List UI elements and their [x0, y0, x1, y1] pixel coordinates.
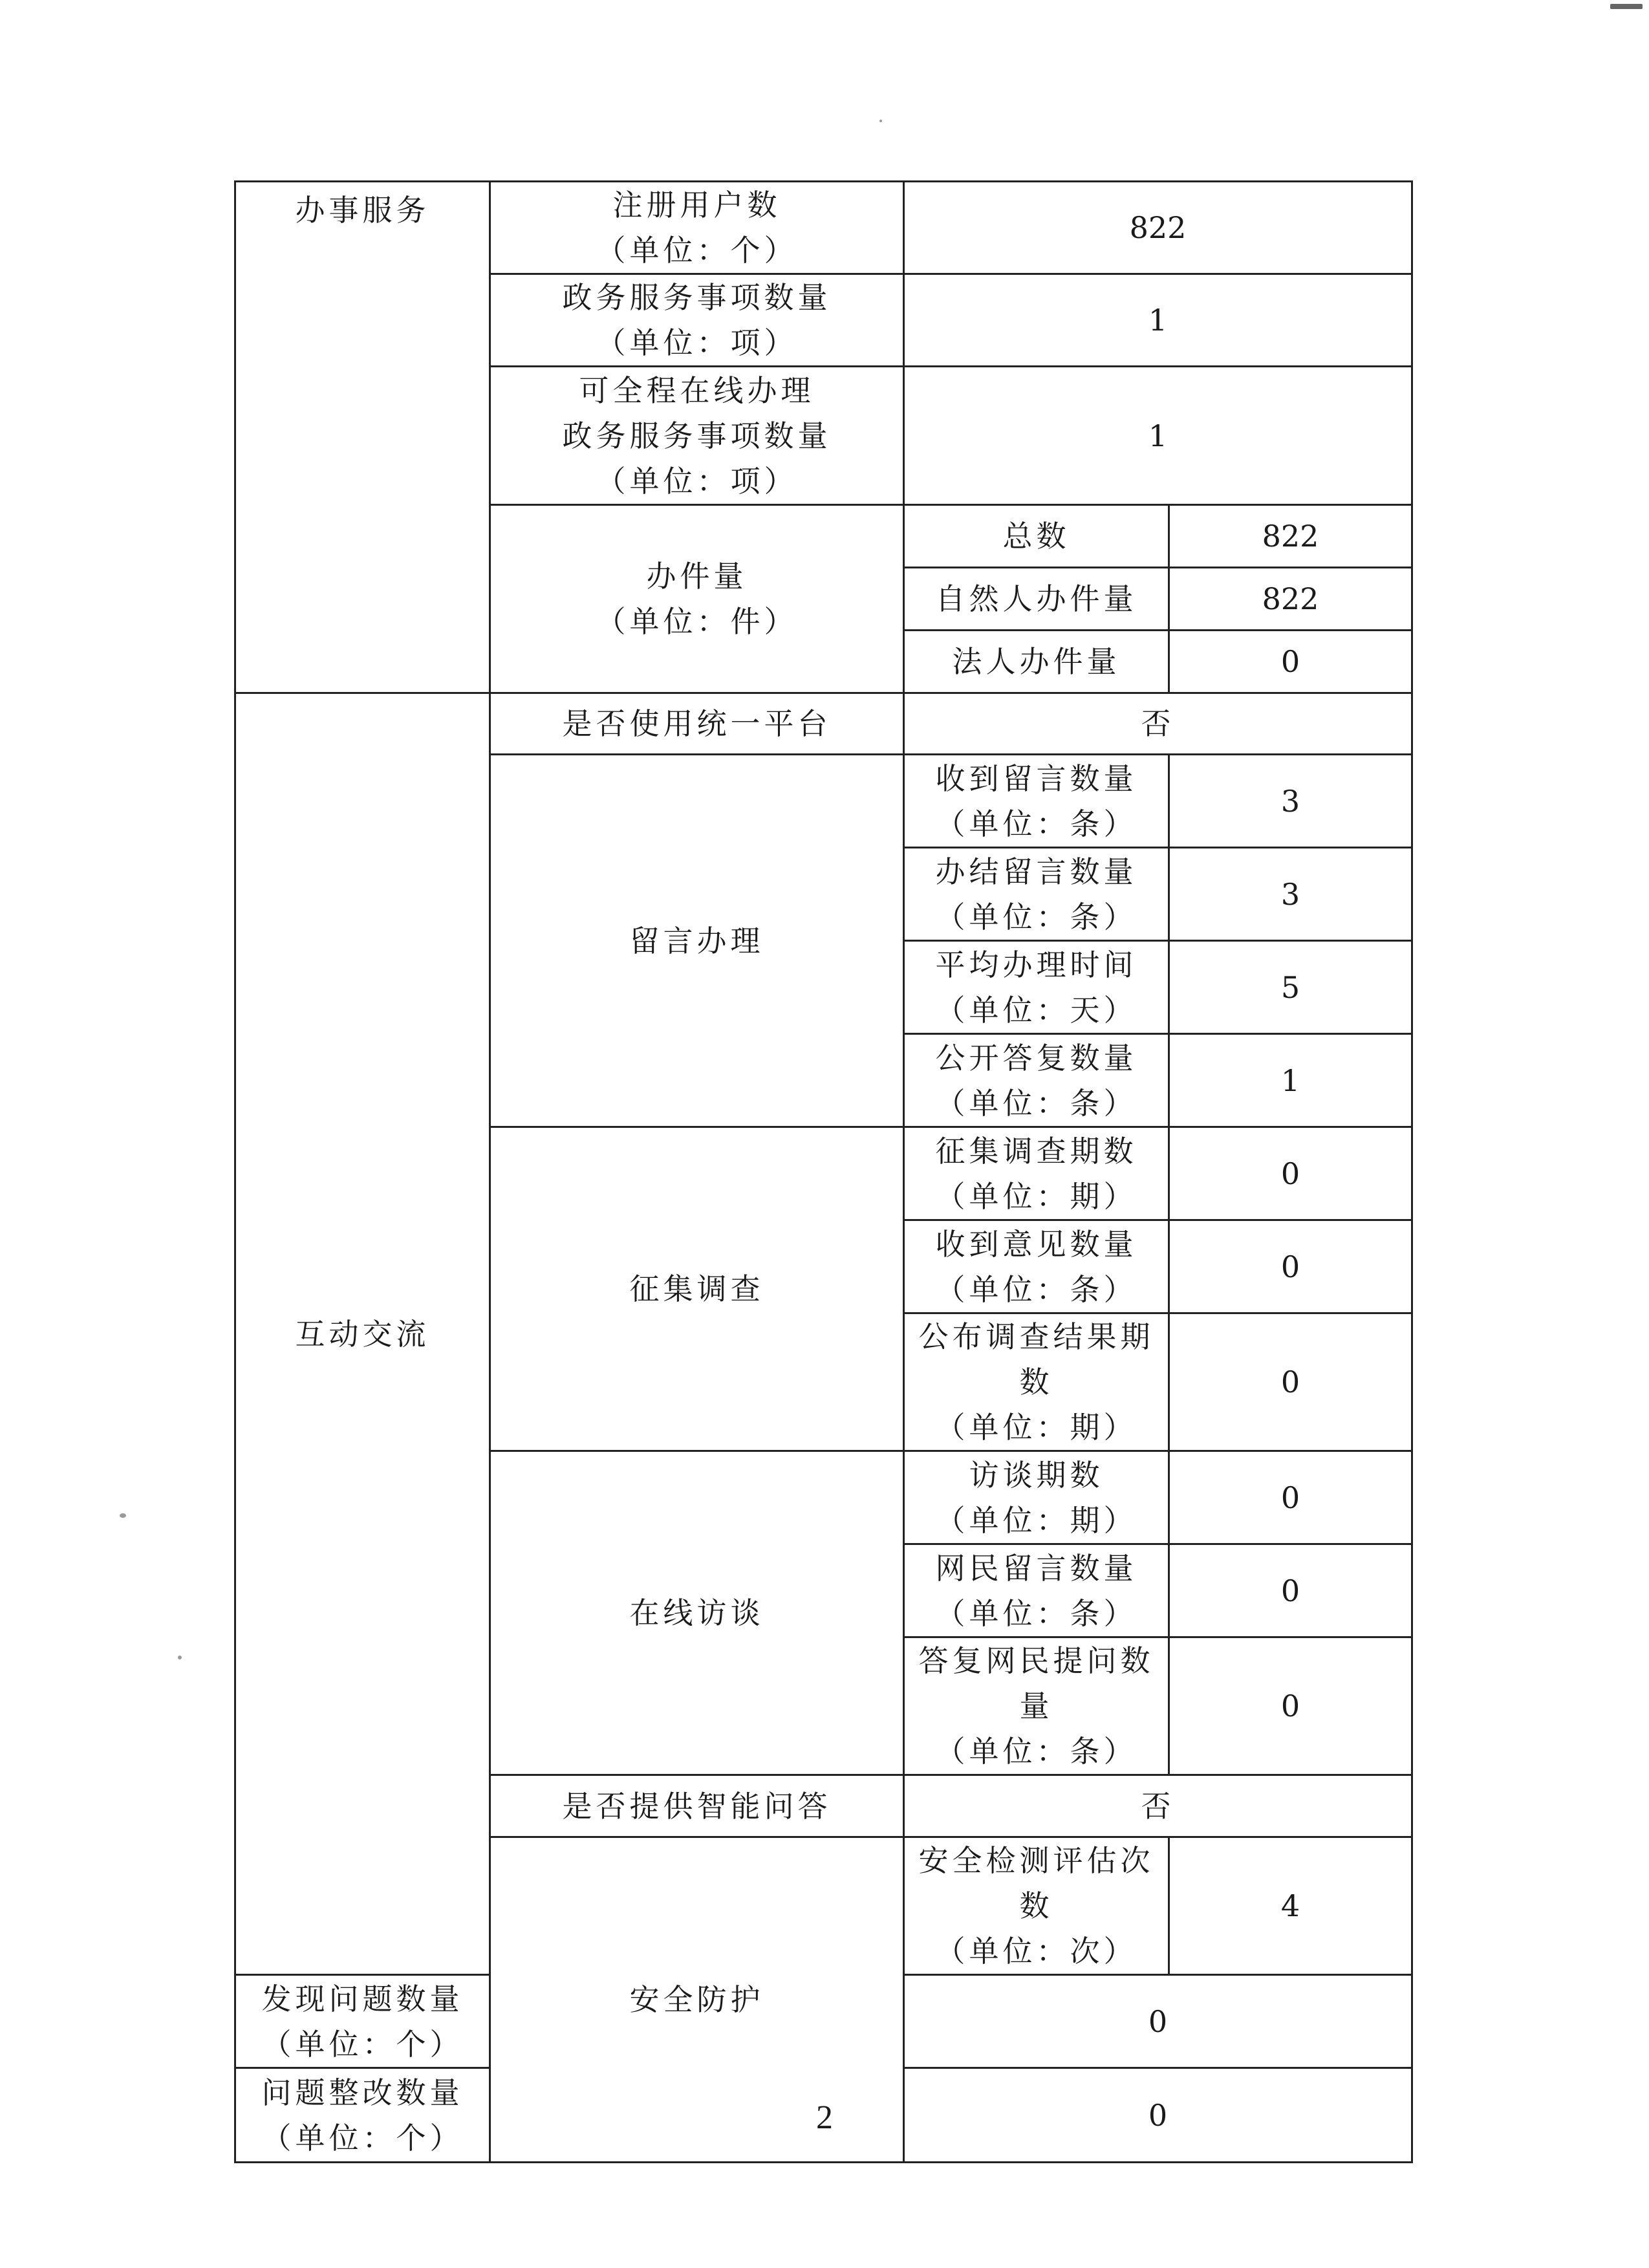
- cases-legal-label: 法人办件量: [904, 631, 1169, 693]
- section-interaction: 互动交流: [235, 693, 490, 1975]
- messages-label: 留言办理: [490, 755, 904, 1127]
- assessments-value: 4: [1169, 1837, 1412, 1975]
- service-items-label: 政务服务事项数量 （单位：项）: [490, 274, 904, 367]
- messages-public-replies-value: 1: [1169, 1034, 1412, 1127]
- registered-users-value: 822: [904, 182, 1412, 274]
- registered-users-label: 注册用户数 （单位：个）: [490, 182, 904, 274]
- cases-natural-value: 822: [1169, 568, 1412, 631]
- issues-fixed-value: 0: [904, 2068, 1412, 2163]
- cases-label: 办件量 （单位：件）: [490, 505, 904, 693]
- survey-label: 征集调查: [490, 1127, 904, 1451]
- messages-received-label: 收到留言数量 （单位：条）: [904, 755, 1169, 848]
- cases-total-label: 总数: [904, 505, 1169, 568]
- interview-netizen-messages-value: 0: [1169, 1544, 1412, 1637]
- survey-results-value: 0: [1169, 1313, 1412, 1451]
- cases-legal-value: 0: [1169, 631, 1412, 693]
- interview-periods-label: 访谈期数 （单位：期）: [904, 1451, 1169, 1544]
- interview-answers-value: 0: [1169, 1637, 1412, 1775]
- survey-results-label: 公布调查结果期数 （单位：期）: [904, 1313, 1169, 1451]
- section-security: 安全防护: [490, 1837, 904, 2163]
- messages-avg-time-value: 5: [1169, 941, 1412, 1034]
- issues-found-label: 发现问题数量 （单位：个）: [235, 1975, 490, 2068]
- cases-total-value: 822: [1169, 505, 1412, 568]
- unified-platform-value: 否: [904, 693, 1412, 755]
- survey-periods-label: 征集调查期数 （单位：期）: [904, 1127, 1169, 1220]
- smart-qa-value: 否: [904, 1775, 1412, 1837]
- statistics-table: [234, 180, 1413, 2163]
- messages-public-replies-label: 公开答复数量 （单位：条）: [904, 1034, 1169, 1127]
- online-items-value: 1: [904, 367, 1412, 505]
- scan-speck: [1610, 4, 1643, 9]
- messages-avg-time-label: 平均办理时间 （单位：天）: [904, 941, 1169, 1034]
- table-row: [235, 182, 1412, 274]
- survey-opinions-value: 0: [1169, 1220, 1412, 1313]
- messages-received-value: 3: [1169, 755, 1412, 848]
- interview-periods-value: 0: [1169, 1451, 1412, 1544]
- issues-fixed-label: 问题整改数量 （单位：个）: [235, 2068, 490, 2163]
- messages-completed-label: 办结留言数量 （单位：条）: [904, 848, 1169, 941]
- survey-opinions-label: 收到意见数量 （单位：条）: [904, 1220, 1169, 1313]
- unified-platform-label: 是否使用统一平台: [490, 693, 904, 755]
- online-items-label: 可全程在线办理 政务服务事项数量 （单位：项）: [490, 367, 904, 505]
- interview-netizen-messages-label: 网民留言数量 （单位：条）: [904, 1544, 1169, 1637]
- scan-speck: [120, 1513, 126, 1518]
- messages-completed-value: 3: [1169, 848, 1412, 941]
- issues-found-value: 0: [904, 1975, 1412, 2068]
- scan-speck: [879, 120, 882, 122]
- section-service: 办事服务: [235, 182, 490, 693]
- interview-label: 在线访谈: [490, 1451, 904, 1775]
- page-number: 2: [816, 2099, 833, 2136]
- survey-periods-value: 0: [1169, 1127, 1412, 1220]
- cases-natural-label: 自然人办件量: [904, 568, 1169, 631]
- service-items-value: 1: [904, 274, 1412, 367]
- scan-speck: [178, 1656, 182, 1659]
- table-row: [235, 693, 1412, 755]
- assessments-label: 安全检测评估次数 （单位：次）: [904, 1837, 1169, 1975]
- smart-qa-label: 是否提供智能问答: [490, 1775, 904, 1837]
- interview-answers-label: 答复网民提问数量 （单位：条）: [904, 1637, 1169, 1775]
